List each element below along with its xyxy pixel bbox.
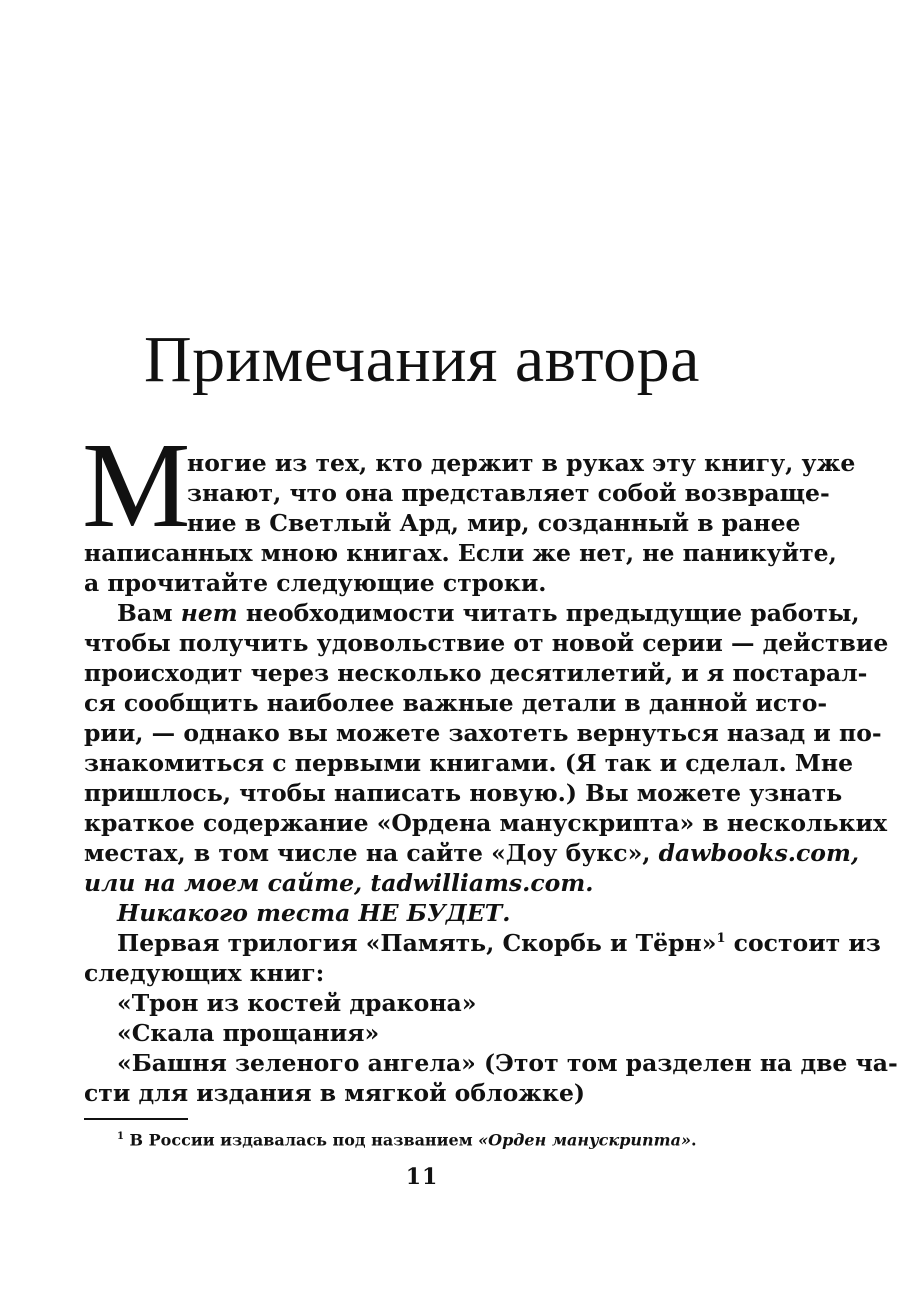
- text-line: чтобы получить удовольствие от новой серии — действие: [84, 629, 889, 657]
- text-span: В России издавалась под названием: [123, 1130, 479, 1150]
- text-line: знакомиться с первыми книгами. (Я так и сделал. Мне: [84, 749, 854, 777]
- emphasis: нет: [180, 599, 238, 627]
- text-span: Первая трилогия «Память, Скорбь и Тёрн»: [117, 929, 717, 957]
- text-line: краткое содержание «Ордена манускрипта» в нескольких: [84, 809, 887, 837]
- text-line: ногие из тех, кто держит в руках эту книгу, уже: [187, 449, 856, 477]
- text-span: состоит из: [725, 929, 881, 957]
- text-line: ся сообщить наиболее важные детали в данной исто-: [84, 689, 828, 717]
- drop-cap: М: [82, 418, 191, 553]
- text-line: написанных мною книгах. Если же нет, не паникуйте,: [84, 539, 837, 567]
- text-line: рии, — однако вы можете захотеть вернуться назад и по-: [84, 719, 882, 747]
- book-item: «Скала прощания»: [117, 1019, 380, 1047]
- footnote-number: 1: [117, 1131, 124, 1142]
- text-line: [117, 928, 881, 958]
- text-line: знают, что она представляет собой возвраще-: [187, 479, 830, 507]
- text-line: следующих книг:: [84, 959, 325, 987]
- website-link-text: dawbooks.com,: [658, 839, 860, 867]
- text-line: [84, 838, 860, 868]
- text-line: пришлось, чтобы написать новую.) Вы можете узнать: [84, 779, 843, 807]
- text-line: происходит через несколько десятилетий, и я постарал-: [84, 659, 868, 687]
- text-span: местах, в том числе на сайте «Доу букс»,: [84, 839, 659, 867]
- footnote: [117, 1126, 697, 1151]
- book-item: «Башня зеленого ангела» (Этот том разделен на две ча-: [117, 1049, 898, 1077]
- no-test-line: Никакого теста НЕ БУДЕТ.: [117, 899, 511, 927]
- text-line: а прочитайте следующие строки.: [84, 569, 547, 597]
- text-span: .: [690, 1130, 697, 1150]
- footnote-divider: [84, 1118, 188, 1120]
- book-item: «Трон из костей дракона»: [117, 989, 477, 1017]
- text-span: необходимости читать предыдущие работы,: [237, 599, 860, 627]
- website-line: или на моем сайте, tadwilliams.com.: [84, 869, 594, 897]
- text-line: ние в Светлый Ард, мир, созданный в ранее: [187, 509, 801, 537]
- footnote-ref: 1: [716, 931, 726, 947]
- footnote-title: «Орден манускрипта»: [478, 1130, 691, 1150]
- text-span: Вам: [117, 599, 181, 627]
- text-line: [117, 598, 860, 628]
- page-title: Примечания автора: [144, 323, 700, 396]
- text-line: сти для издания в мягкой обложке): [84, 1079, 586, 1107]
- page-number: 11: [405, 1164, 439, 1190]
